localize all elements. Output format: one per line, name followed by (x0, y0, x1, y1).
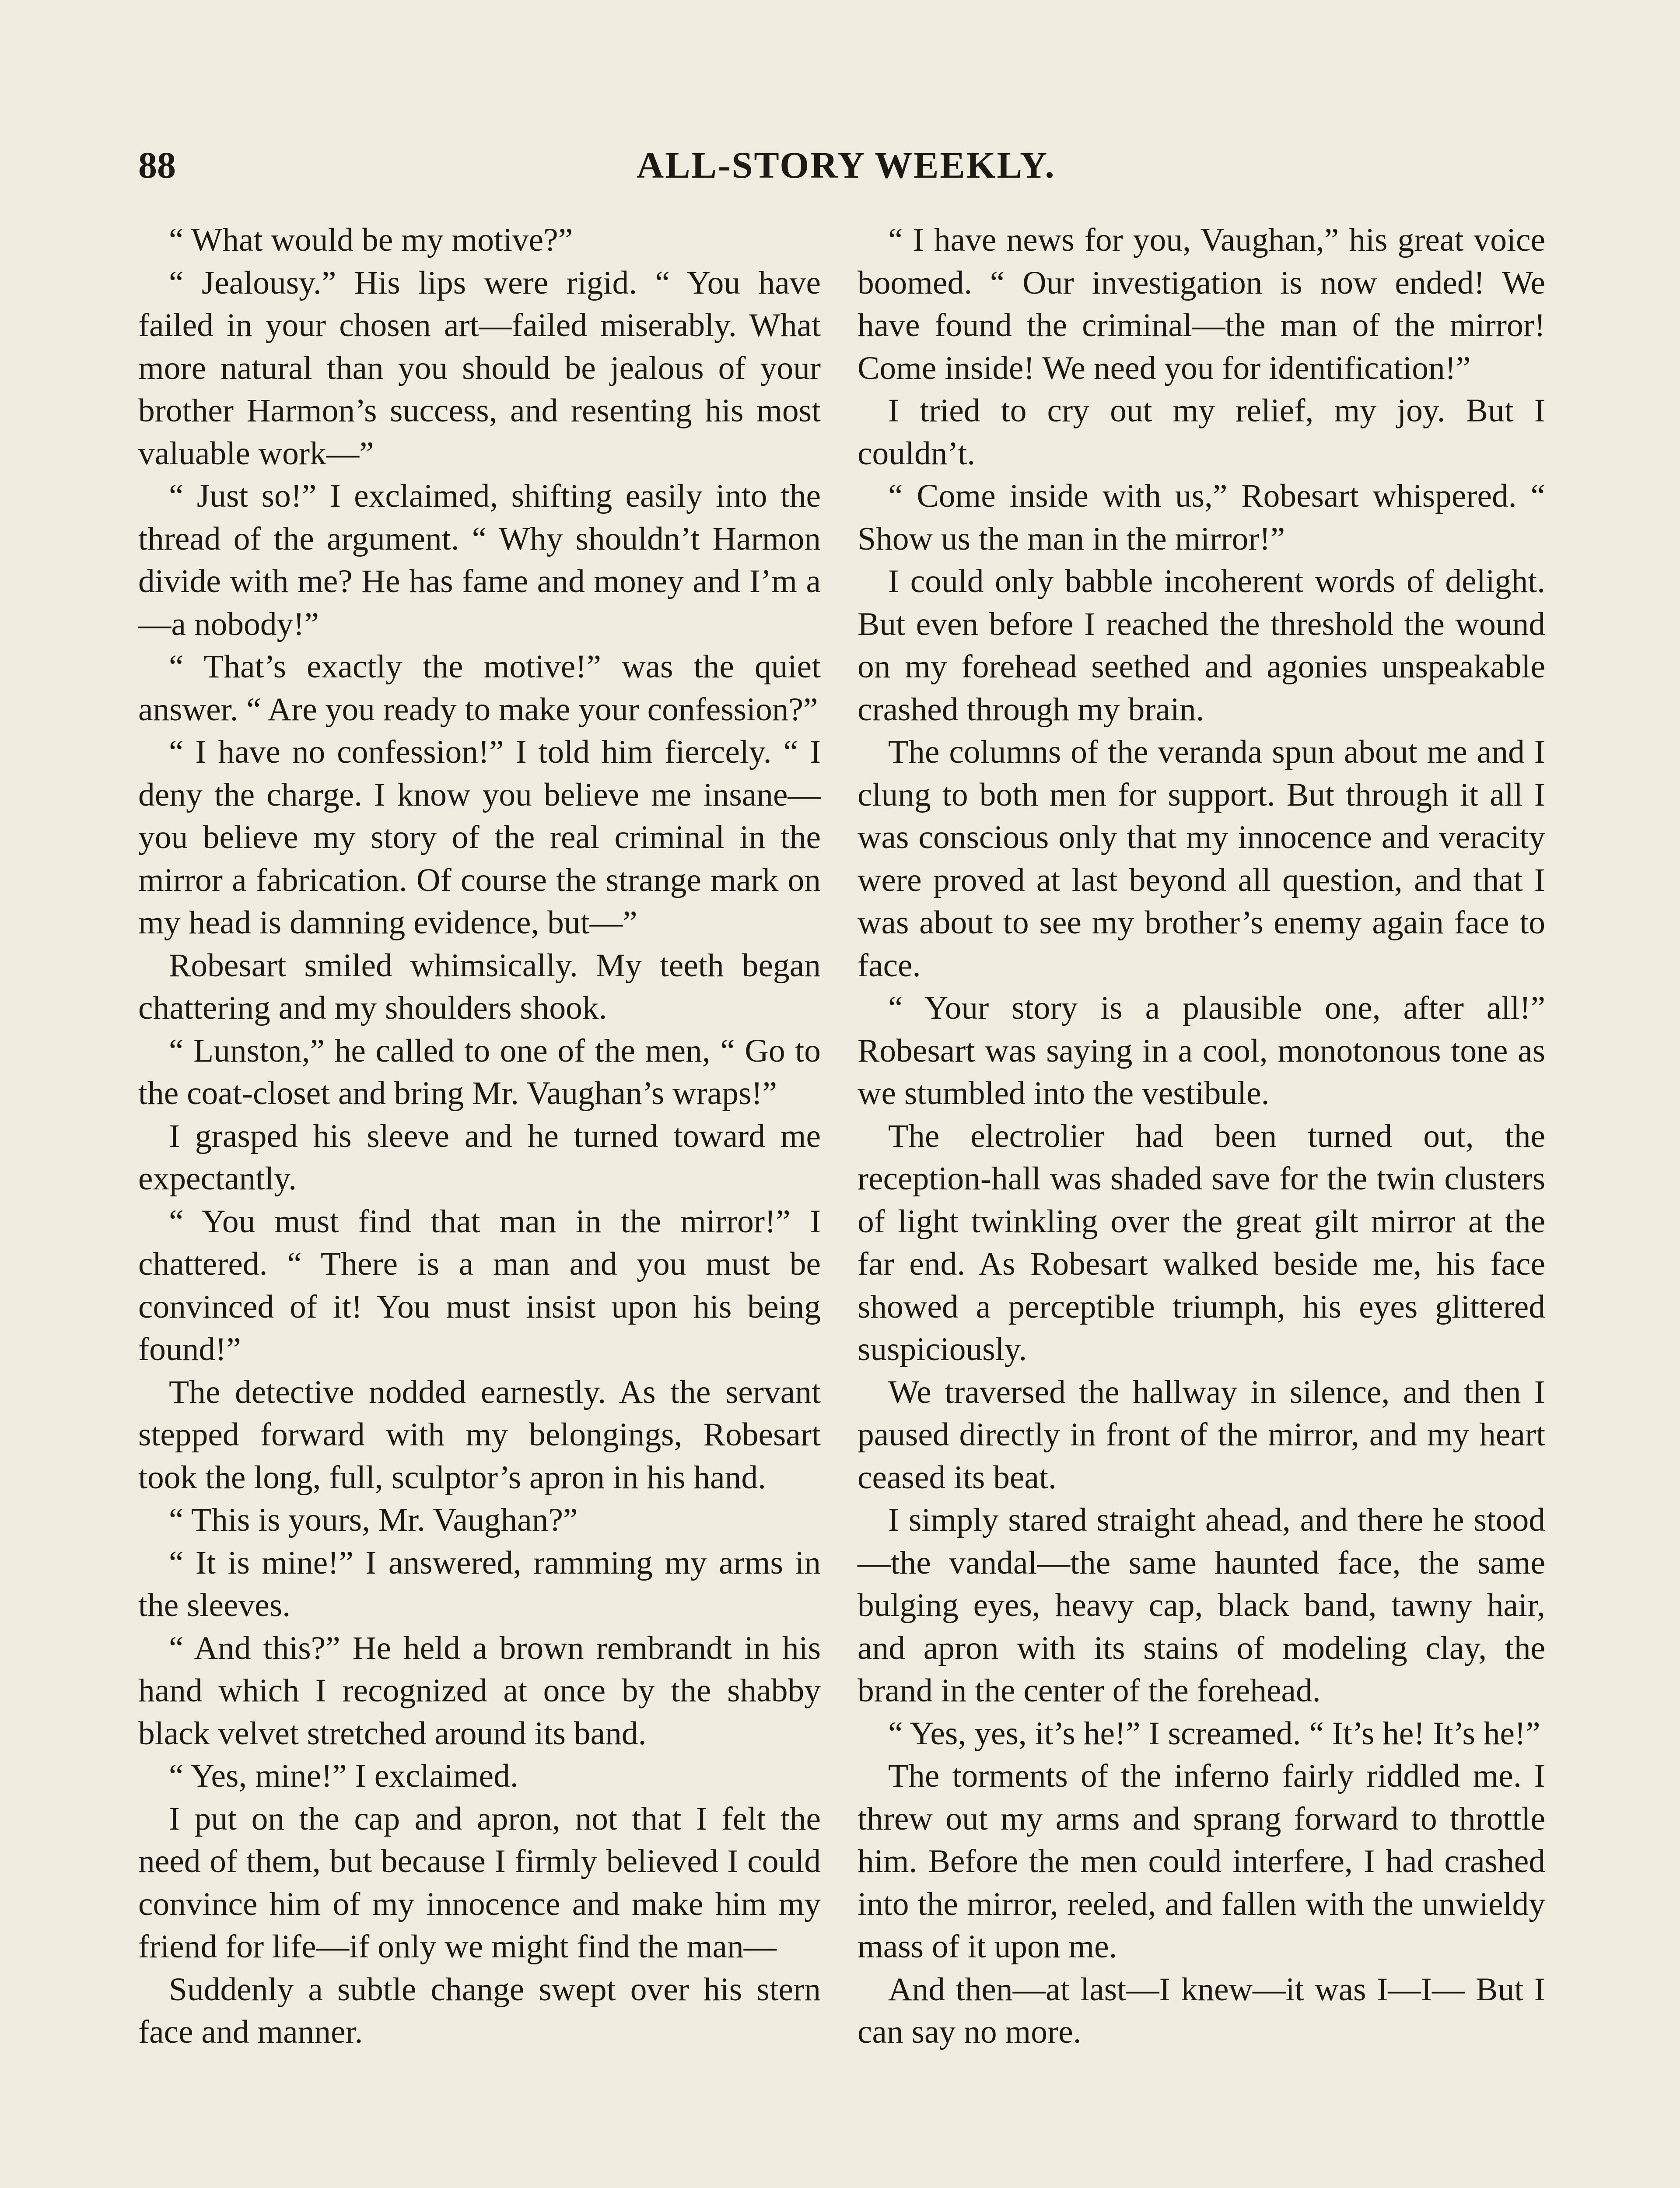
paragraph: I simply stared straight ahead, and there he stood—the vandal—the same haunted face, the same bulging eyes, heavy cap, black band, tawny hair, and apron with its stains of modeling clay, the brand in the center of the forehead. (858, 1502, 1545, 1709)
paragraph: “ That’s exactly the motive!” was the quiet answer. “ Are you ready to make your confession?” (138, 649, 821, 728)
right-column (858, 219, 1545, 2054)
paragraph: The electrolier had been turned out, the reception-hall was shaded save for the twin clusters of light twinkling over the great gilt mirror at the far end. As Robesart walked beside me, his face showed a perceptible triumph, his eyes glittered suspiciously. (858, 1118, 1545, 1368)
left-column (138, 219, 821, 2054)
paragraph: And then—at last—I knew—it was I—I— But I can say no more. (858, 1971, 1545, 2050)
paragraph: “ This is yours, Mr. Vaughan?” (169, 1502, 578, 1538)
paragraph: The detective nodded earnestly. As the servant stepped forward with my belongings, Robesart took the long, full, sculptor’s apron in his hand. (138, 1374, 821, 1496)
page-header (138, 141, 1554, 189)
paragraph: The torments of the inferno fairly riddled me. I threw out my arms and sprang forward to throttle him. Before the men could interfere, I had crashed into the mirror, reeled, and fallen with the unwieldy mass of it upon me. (858, 1758, 1545, 1965)
paragraph: The columns of the veranda spun about me and I clung to both men for support. But through it all I was conscious only that my innocence and veracity were proved at last beyond all question, and that I was about to see my brother’s enemy again face to face. (858, 734, 1545, 984)
magazine-title: ALL-STORY WEEKLY. (637, 144, 1056, 186)
paragraph: “ Jealousy.” His lips were rigid. “ You have failed in your chosen art—failed miserably. What more natural than you should be jealous of your brother Harmon’s success, and resenting his most valuable work—” (138, 264, 821, 472)
paragraph: “ I have no confession!” I told him fiercely. “ I deny the charge. I know you believe me insane—you believe my story of the real criminal in the mirror a fabrication. Of course the strange mark on my head is damning evidence, but—” (138, 734, 821, 941)
paragraph: Suddenly a subtle change swept over his stern face and manner. (138, 1971, 821, 2050)
paragraph: I put on the cap and apron, not that I felt the need of them, but because I firmly believed I could convince him of my innocence and make him my friend for life—if only we might find the man— (138, 1800, 821, 1965)
page-number: 88 (138, 144, 176, 186)
paragraph: “ Lunston,” he called to one of the men, “ Go to the coat-closet and bring Mr. Vaughan’s wraps!” (138, 1032, 821, 1112)
paragraph: “ Come inside with us,” Robesart whispered. “ Show us the man in the mirror!” (858, 478, 1545, 557)
paragraph: “ What would be my motive?” (169, 222, 573, 258)
paragraph: I could only babble incoherent words of delight. But even before I reached the threshold the wound on my forehead seethed and agonies unspeakable crashed through my brain. (858, 563, 1545, 728)
paragraph: “ Yes, mine!” I exclaimed. (169, 1758, 518, 1794)
paragraph: Robesart smiled whimsically. My teeth began chattering and my shoulders shook. (138, 947, 821, 1026)
paragraph: “ And this?” He held a brown rembrandt in his hand which I recognized at once by the shabby black velvet stretched around its band. (138, 1630, 821, 1752)
paragraph: “ You must find that man in the mirror!” I chattered. “ There is a man and you must be convinced of it! You must insist upon his being found!” (138, 1203, 821, 1368)
paragraph: “ It is mine!” I answered, ramming my arms in the sleeves. (138, 1544, 821, 1623)
paragraph: “ Just so!” I exclaimed, shifting easily into the thread of the argument. “ Why shouldn’t Harmon divide with me? He has fame and money and I’m a—a nobody!” (138, 478, 821, 642)
paragraph: “ Your story is a plausible one, after all!” Robesart was saying in a cool, monotonous tone as we stumbled into the vestibule. (858, 990, 1545, 1112)
paragraph: I grasped his sleeve and he turned toward me expectantly. (138, 1118, 821, 1197)
paragraph: “ I have news for you, Vaughan,” his great voice boomed. “ Our investigation is now ended! We have found the criminal—the man of the mirror! Come inside! We need you for identification!” (858, 222, 1545, 386)
paragraph: “ Yes, yes, it’s he!” I screamed. “ It’s he! It’s he!” (888, 1715, 1540, 1752)
paragraph: We traversed the hallway in silence, and then I paused directly in front of the mirror, and my heart ceased its beat. (858, 1374, 1545, 1496)
paragraph: I tried to cry out my relief, my joy. But I couldn’t. (858, 393, 1545, 472)
